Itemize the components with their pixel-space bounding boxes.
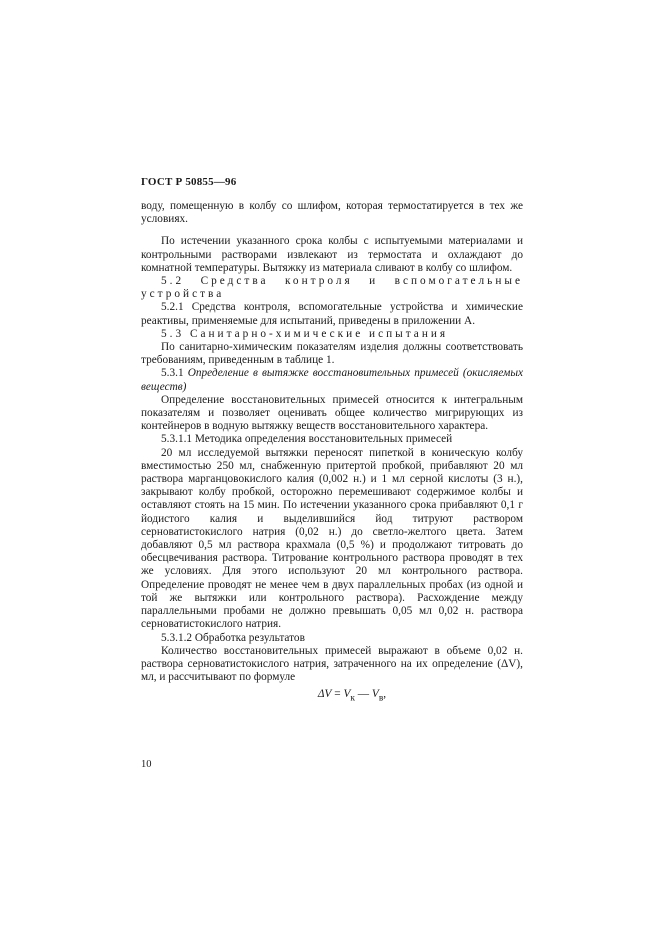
formula-sub-v: в <box>378 693 384 704</box>
formula-equals: = <box>331 688 344 701</box>
section-heading-5-3-1 <box>141 367 523 393</box>
section-heading-5-3-1-1: 5.3.1.1 Методика определения восстановительных примесей <box>161 433 453 446</box>
formula-sub-k: к <box>350 693 355 704</box>
formula <box>141 688 523 705</box>
section-title-5-3-1: Определение в вытяжке восстановительных примесей (окисляемых веществ) <box>141 367 523 393</box>
formula-comma: , <box>383 688 387 701</box>
paragraph-5-3-1-intro: Определение восстановительных примесей относится к интегральным показателям и позволяет оценивать общее количество мигрирующих из контейнеров в водную вытяжку веществ восстановительного характера. <box>141 393 523 433</box>
paragraph-5-3-intro: По санитарно-химическим показателям изделия должны соответствовать требованиям, приведенным в таблице 1. <box>141 341 523 367</box>
formula-minus: — <box>354 688 372 701</box>
paragraph-method: 20 мл исследуемой вытяжки переносят пипеткой в коническую колбу вместимостью 250 мл, снабженную притертой пробкой, прибавляют 20 мл раствора марганцовокислого калия (0,002 н.) и 1 мл серной кислоты (3 н.), закрывают колбу пробкой, осторожно перемешивают содержимое колбы и оставляют стоять на 15 мин. По истечении указанного срока прибавляют 0,1 г йодистого калия и выделившийся йод титруют раствором серноватистокислого натрия (0,02 н.) до светло-желтого цвета. Затем добавляют 0,5 мл раствора крахмала (0,5 %) и продолжают титровать до обесцвечивания раствора. Титрование контрольного раствора проводят в тех же условиях. Для этого используют 20 мл контрольного раствора. Определение проводят не менее чем в двух параллельных пробах (из одной и той же вытяжки или контрольного раствора). Расхождение между параллельными пробами не должно превышать 0,05 мл 0,02 н. раствора серноватистокислого натрия. <box>141 446 523 631</box>
document-header: ГОСТ Р 50855—96 <box>141 176 237 188</box>
paragraph-5-2-1: 5.2.1 Средства контроля, вспомогательные устройства и химические реактивы, применяемые для испытаний, приведены в приложении А. <box>141 301 523 327</box>
formula-lhs: ΔV <box>317 688 332 701</box>
page-number: 10 <box>141 759 152 770</box>
paragraph-continuation: воду, помещенную в колбу со шлифом, которая термостатируется в тех же условиях. <box>141 200 523 226</box>
document-body <box>141 200 523 706</box>
paragraph-flasks: По истечении указанного срока колбы с испытуемыми материалами и контрольными растворами извлекают из термостата и охлаждают до комнатной температуры. Вытяжку из материала сливают в колбу со шлифом. <box>141 235 523 274</box>
section-number-5-3-1: 5.3.1 <box>161 367 188 380</box>
formula-v-k: V <box>343 688 351 701</box>
section-heading-5-3: 5.3 Санитарно-химические испытания <box>161 327 449 340</box>
section-heading-5-3-1-2: 5.3.1.2 Обработка результатов <box>161 631 305 644</box>
formula-v-v: V <box>371 688 379 701</box>
section-heading-5-2: 5.2 Средства контроля и вспомогательные устройства <box>141 275 523 301</box>
paragraph-results: Количество восстановительных примесей выражают в объеме 0,02 н. раствора серноватистокислого натрия, затраченного на их определение (ΔV), мл, и рассчитывают по формуле <box>141 644 523 684</box>
